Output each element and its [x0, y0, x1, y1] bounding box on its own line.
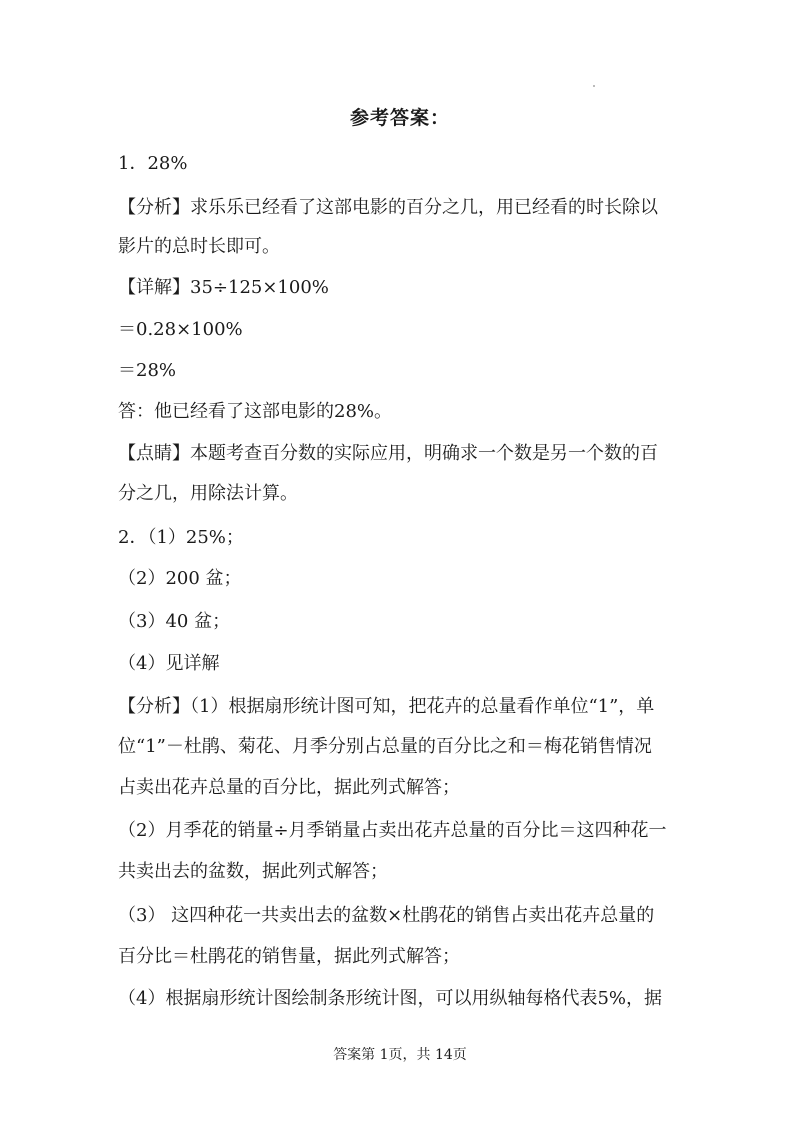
page-title: 参考答案：: [349, 107, 450, 129]
scan-speck: [593, 85, 595, 87]
answer-2-analysis-line-5: 共卖出去的盆数，据此列式解答；: [118, 861, 388, 882]
answer-2-analysis-line-8: （4）根据扇形统计图绘制条形统计图，可以用纵轴每格代表5%，据: [118, 988, 663, 1009]
answer-2-analysis-line-7: 百分比＝杜鹃花的销售量，据此列式解答；: [118, 946, 460, 967]
answer-1-heading: 1．28%: [118, 153, 188, 174]
answer-1-solution-line-1: 【详解】35÷125×100%: [118, 277, 329, 298]
answer-1-comment-line-2: 分之几，用除法计算。: [118, 483, 298, 504]
answer-2-part-4: （4）见详解: [118, 653, 220, 674]
answer-2-analysis-line-6: （3） 这四种花一共卖出去的盆数×杜鹃花的销售占卖出花卉总量的: [118, 905, 655, 926]
answer-1-solution-line-2: ＝0.28×100%: [118, 319, 243, 340]
answer-1-analysis-line-2: 影片的总时长即可。: [118, 236, 280, 257]
answer-1-comment-line-1: 【点睛】本题考查百分数的实际应用，明确求一个数是另一个数的百: [118, 443, 658, 464]
answer-2-analysis-line-2: 位“1”－杜鹃、菊花、月季分别占总量的百分比之和＝梅花销售情况: [118, 736, 652, 757]
answer-2-analysis-line-4: （2）月季花的销量÷月季销量占卖出花卉总量的百分比＝这四种花一: [118, 820, 667, 841]
answer-1-solution-line-3: ＝28%: [118, 360, 177, 381]
answer-2-part-2: （2）200 盆；: [118, 568, 242, 589]
answer-2-analysis-line-3: 占卖出花卉总量的百分比，据此列式解答；: [118, 777, 460, 798]
answer-1-analysis-line-1: 【分析】求乐乐已经看了这部电影的百分之几，用已经看的时长除以: [118, 197, 658, 218]
page-footer: 答案第 1页，共 14页: [333, 1047, 467, 1063]
answer-2-analysis-line-1: 【分析】（1）根据扇形统计图可知，把花卉的总量看作单位“1”，单: [118, 696, 655, 717]
answer-2-part-1: 2．（1）25%；: [118, 527, 244, 548]
answer-2-part-3: （3）40 盆；: [118, 611, 231, 632]
answer-1-conclusion: 答：他已经看了这部电影的28%。: [118, 401, 393, 422]
